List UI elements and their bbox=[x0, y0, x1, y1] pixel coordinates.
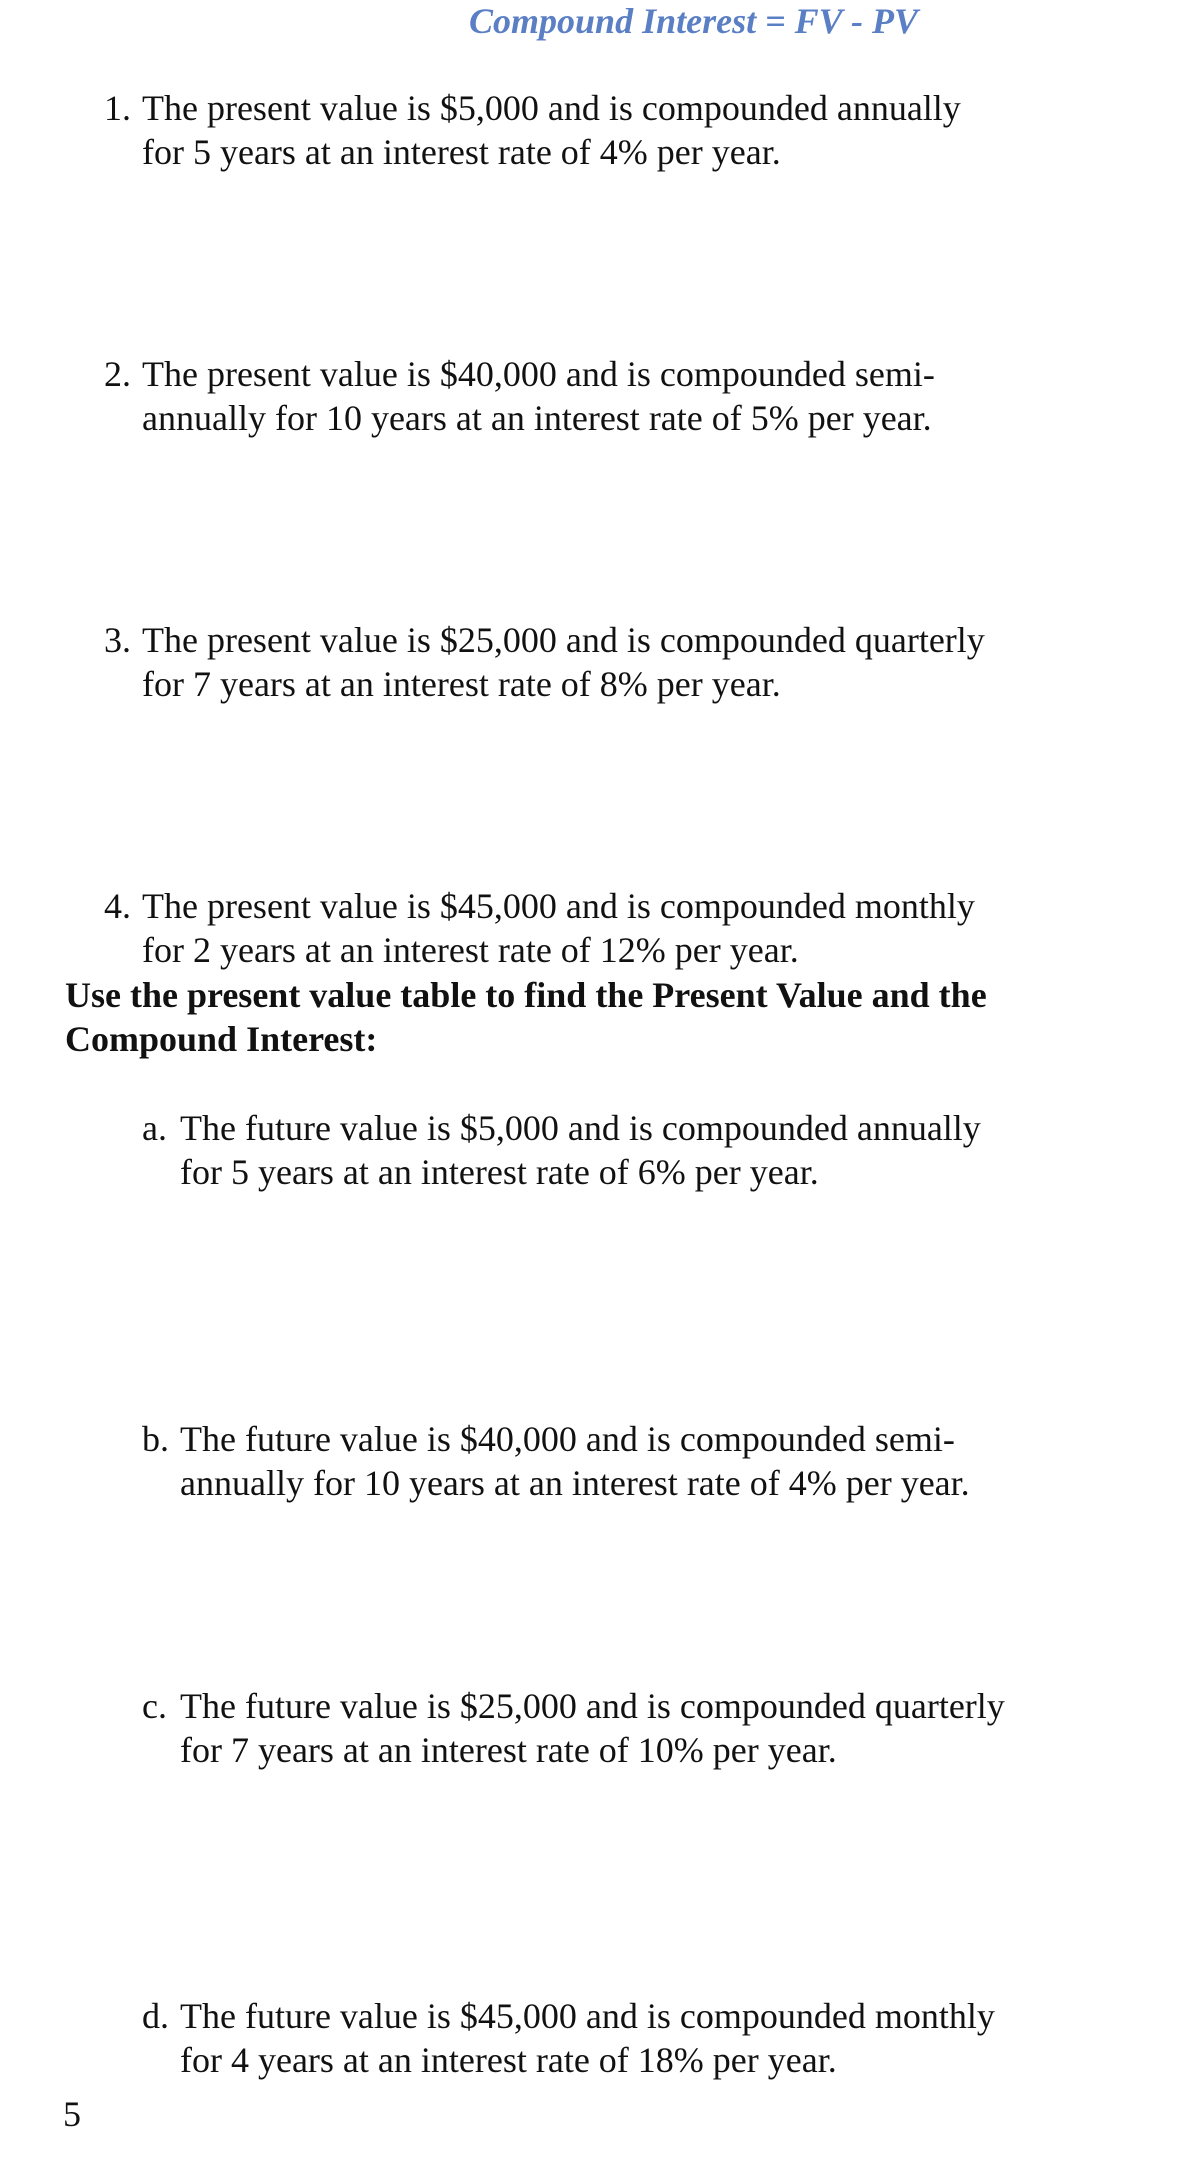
problem-text-line1: The present value is $5,000 and is compounded annually bbox=[142, 88, 961, 128]
problem-text-line2: annually for 10 years at an interest rate of 5% per year. bbox=[142, 398, 932, 438]
problem-3 bbox=[104, 618, 985, 706]
problem-letter: a. bbox=[142, 1108, 167, 1148]
page-number: 5 bbox=[63, 2094, 81, 2134]
problem-letter: d. bbox=[142, 1996, 169, 2036]
problem-text-line2: annually for 10 years at an interest rate of 4% per year. bbox=[180, 1463, 970, 1503]
problem-text-line2: for 7 years at an interest rate of 8% per year. bbox=[142, 664, 781, 704]
problem-number: 4. bbox=[104, 886, 131, 926]
problem-text-line2: for 4 years at an interest rate of 18% per year. bbox=[180, 2040, 837, 2080]
formula-title bbox=[0, 0, 1197, 42]
problem-b bbox=[142, 1417, 970, 1505]
problem-text-line1: The future value is $40,000 and is compounded semi- bbox=[180, 1419, 955, 1459]
problem-c bbox=[142, 1684, 1005, 1772]
section-heading-line2: Compound Interest: bbox=[65, 1019, 378, 1059]
problem-2 bbox=[104, 352, 935, 440]
problem-text-line1: The present value is $40,000 and is compounded semi- bbox=[142, 354, 935, 394]
problem-text-line2: for 7 years at an interest rate of 10% per year. bbox=[180, 1730, 837, 1770]
formula-text: Compound Interest = FV - PV bbox=[469, 1, 918, 41]
problem-number: 1. bbox=[104, 88, 131, 128]
problem-text-line1: The future value is $25,000 and is compounded quarterly bbox=[180, 1686, 1005, 1726]
problem-number: 3. bbox=[104, 620, 131, 660]
section-heading bbox=[65, 973, 987, 1061]
problem-a bbox=[142, 1106, 981, 1194]
problem-text-line1: The present value is $45,000 and is compounded monthly bbox=[142, 886, 975, 926]
problem-text-line2: for 2 years at an interest rate of 12% per year. bbox=[142, 930, 799, 970]
problem-text-line2: for 5 years at an interest rate of 6% per year. bbox=[180, 1152, 819, 1192]
section-heading-line1: Use the present value table to find the Present Value and the bbox=[65, 975, 987, 1015]
problem-number: 2. bbox=[104, 354, 131, 394]
problem-text-line2: for 5 years at an interest rate of 4% per year. bbox=[142, 132, 781, 172]
problem-text-line1: The future value is $45,000 and is compounded monthly bbox=[180, 1996, 995, 2036]
problem-text-line1: The present value is $25,000 and is compounded quarterly bbox=[142, 620, 985, 660]
problem-letter: c. bbox=[142, 1686, 167, 1726]
problem-text-line1: The future value is $5,000 and is compounded annually bbox=[180, 1108, 981, 1148]
problem-4 bbox=[104, 884, 975, 972]
problem-letter: b. bbox=[142, 1419, 169, 1459]
problem-1 bbox=[104, 86, 961, 174]
problem-d bbox=[142, 1994, 995, 2082]
